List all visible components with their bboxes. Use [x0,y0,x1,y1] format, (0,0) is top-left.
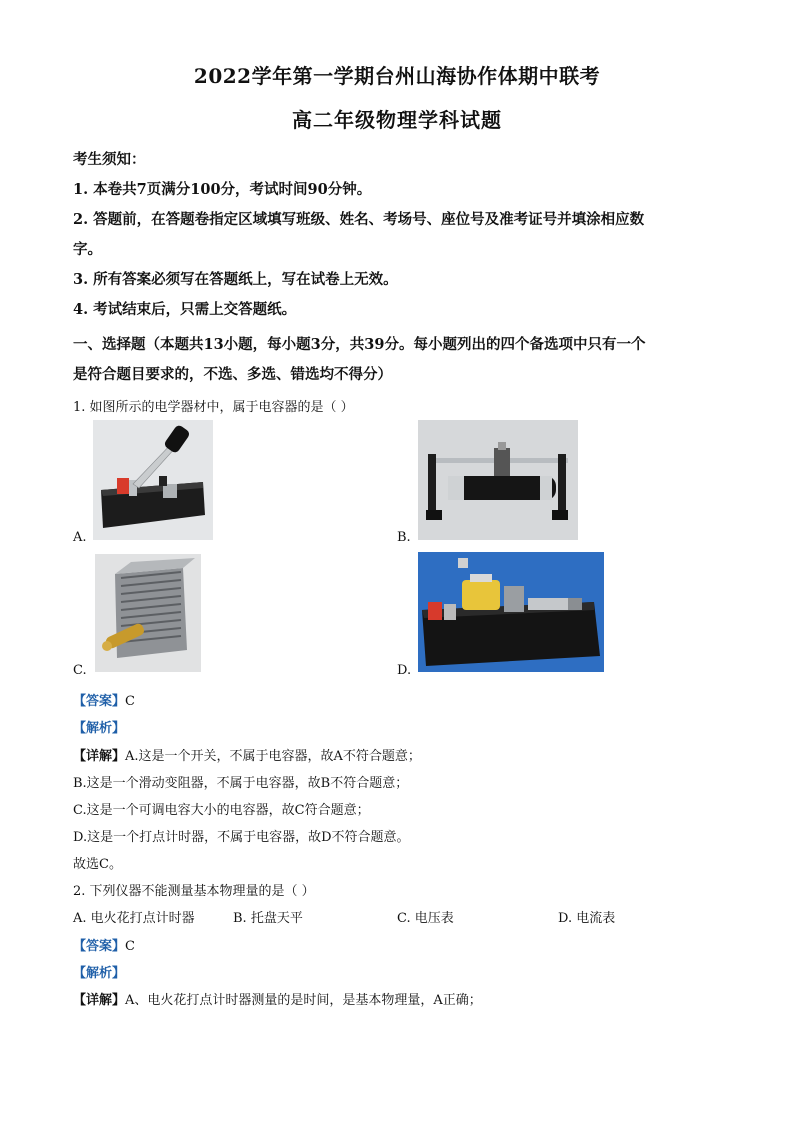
analysis-label: 【解析】 [73,721,126,736]
notice-item: 3. 所有答案必须写在答题纸上，写在试卷上无效。 [73,271,398,288]
q1-conclusion: 故选C。 [73,857,122,872]
q1-detail-line: C.这是一个可调电容大小的电容器，故C符合题意； [73,803,370,818]
q2-option-d: D. 电流表 [558,911,616,926]
notice-item: 1. 本卷共7页满分100分，考试时间90分钟。 [73,181,372,198]
notice-item: 2. 答题前，在答题卷指定区域填写班级、姓名、考场号、座位号及准考证号并填涂相应数 [73,211,645,228]
exam-subtitle: 高二年级物理学科试题 [292,108,502,132]
q1-detail-line: B.这是一个滑动变阻器，不属于电容器，故B不符合题意； [73,776,409,791]
q1-answer [73,690,135,709]
knife-switch-icon [93,420,213,540]
figure-rheostat [418,420,578,540]
answer-label: 【答案】 [73,939,126,954]
detail-text: A、电火花打点计时器测量的是时间，是基本物理量，A正确； [125,993,482,1008]
rheostat-icon [418,420,578,540]
analysis-label: 【解析】 [73,966,126,981]
q2-detail [73,989,482,1008]
figure-knife-switch [93,420,213,540]
answer-value: C [125,694,135,709]
section-heading-cont: 是符合题目要求的，不选、多选、错选均不得分） [73,366,392,383]
figure-ticker-timer [418,552,604,672]
answer-value: C [125,939,135,954]
q1-analysis [73,717,125,736]
notice-item: 字。 [73,241,102,258]
q2-option-a: A. 电火花打点计时器 [73,911,195,926]
q1-option-a: A. [73,530,87,545]
q1-detail [73,745,421,764]
variable-capacitor-icon [95,554,201,672]
figure-variable-capacitor [95,554,201,672]
q2-analysis [73,962,125,981]
answer-label: 【答案】 [73,694,126,709]
q1-option-c: C. [73,663,87,678]
detail-label: 【详解】 [73,749,126,764]
section-heading: 一、选择题（本题共13小题，每小题3分，共39分。每小题列出的四个备选项中只有一个 [73,336,646,353]
q1-option-b: B. [397,530,411,545]
ticker-timer-icon [418,552,604,672]
q1-detail-line: D.这是一个打点计时器，不属于电容器，故D不符合题意。 [73,830,410,845]
exam-title: 2022学年第一学期台州山海协作体期中联考 [193,64,601,88]
q2-answer [73,935,135,954]
q2-stem: 2. 下列仪器不能测量基本物理量的是（ ） [73,884,315,899]
detail-text: A.这是一个开关，不属于电容器，故A不符合题意； [125,749,421,764]
q1-stem: 1. 如图所示的电学器材中，属于电容器的是（ ） [73,400,354,415]
q2-option-b: B. 托盘天平 [233,911,303,926]
detail-label: 【详解】 [73,993,126,1008]
q1-option-d: D. [397,663,412,678]
notice-heading: 考生须知： [73,151,146,168]
q2-option-c: C. 电压表 [397,911,454,926]
notice-item: 4. 考试结束后，只需上交答题纸。 [73,301,297,318]
